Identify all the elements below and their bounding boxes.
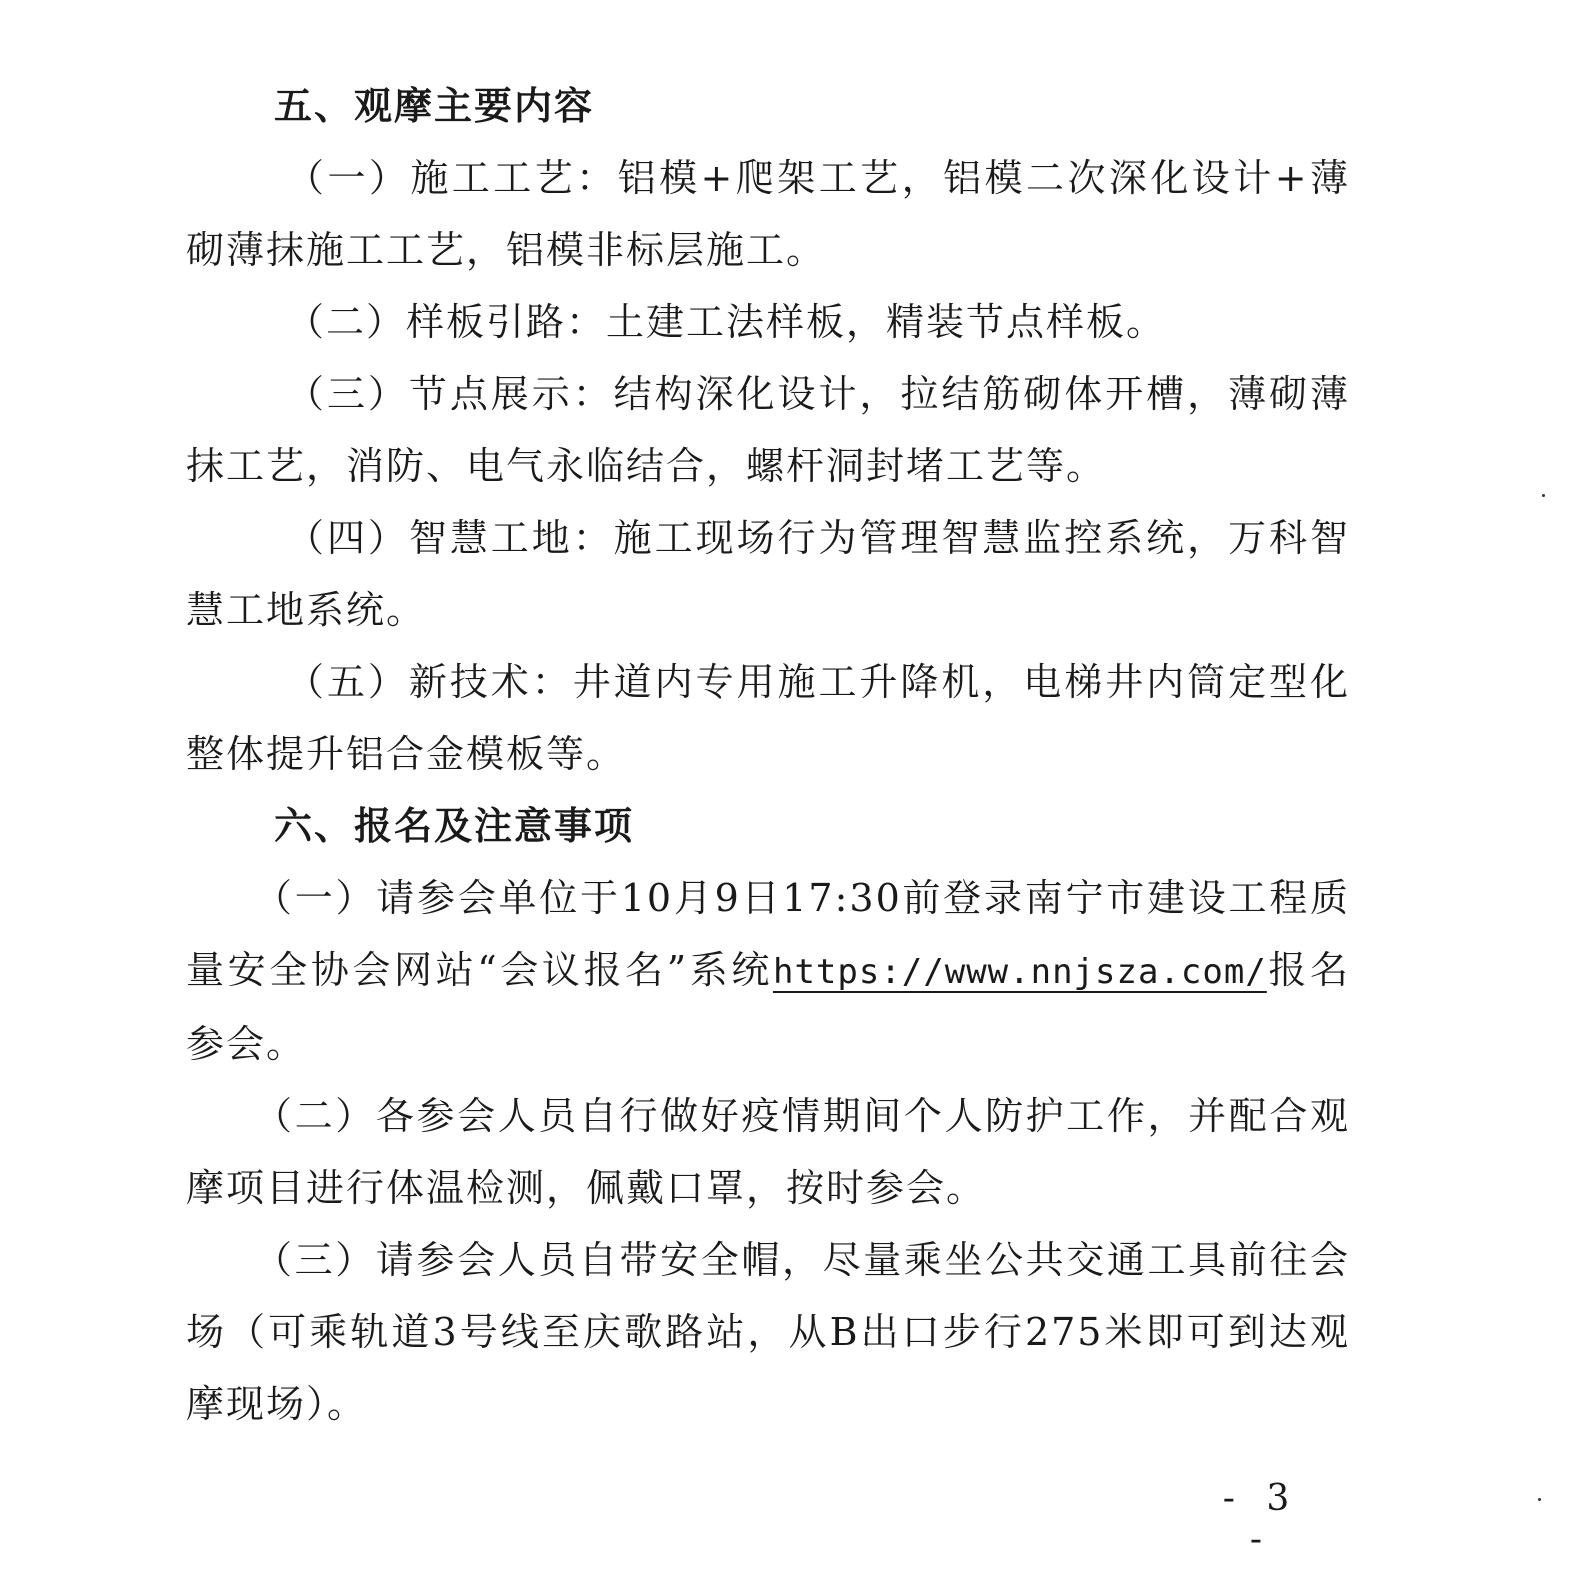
registration-text: （一）请参会单位于10月9日17:30前登录南宁市建设工程质量安全协会网站“会议报名”系统 (186, 876, 1350, 992)
section-five-item-5: （五）新技术：井道内专用施工升降机，电梯井内筒定型化整体提升铝合金模板等。 (186, 660, 1350, 776)
scan-speck (1542, 494, 1545, 497)
section-six-item-3: （三）请参会人员自带安全帽，尽量乘坐公共交通工具前往会场（可乘轨道3号线至庆歌路站，从B出口步行275米即可到达观摩现场）。 (186, 1238, 1350, 1426)
section-six-heading: 六、报名及注意事项 (274, 804, 635, 848)
page-number: - 3 - (1222, 1478, 1300, 1560)
section-five-heading: 五、观摩主要内容 (274, 84, 595, 128)
registration-url-link[interactable]: https://www.nnjsza.com/ (772, 952, 1267, 992)
document-body (186, 70, 1350, 1440)
section-five-item-3: （三）节点展示：结构深化设计，拉结筋砌体开槽，薄砌薄抹工艺，消防、电气永临结合，螺杆洞封堵工艺等。 (186, 372, 1350, 488)
section-six-item-2: （二）各参会人员自行做好疫情期间个人防护工作，并配合观摩项目进行体温检测，佩戴口罩，按时参会。 (186, 1094, 1350, 1210)
registration-text-end: 报名参会。 (186, 948, 1350, 1066)
scan-speck (1538, 1498, 1541, 1501)
section-five-item-1: （一）施工工艺：铝模+爬架工艺，铝模二次深化设计+薄砌薄抹施工工艺，铝模非标层施工。 (186, 156, 1350, 272)
section-five-item-4: （四）智慧工地：施工现场行为管理智慧监控系统，万科智慧工地系统。 (186, 516, 1350, 632)
section-five-item-2: （二）样板引路：土建工法样板，精装节点样板。 (286, 300, 1167, 344)
section-six-item-1 (186, 862, 1350, 1080)
